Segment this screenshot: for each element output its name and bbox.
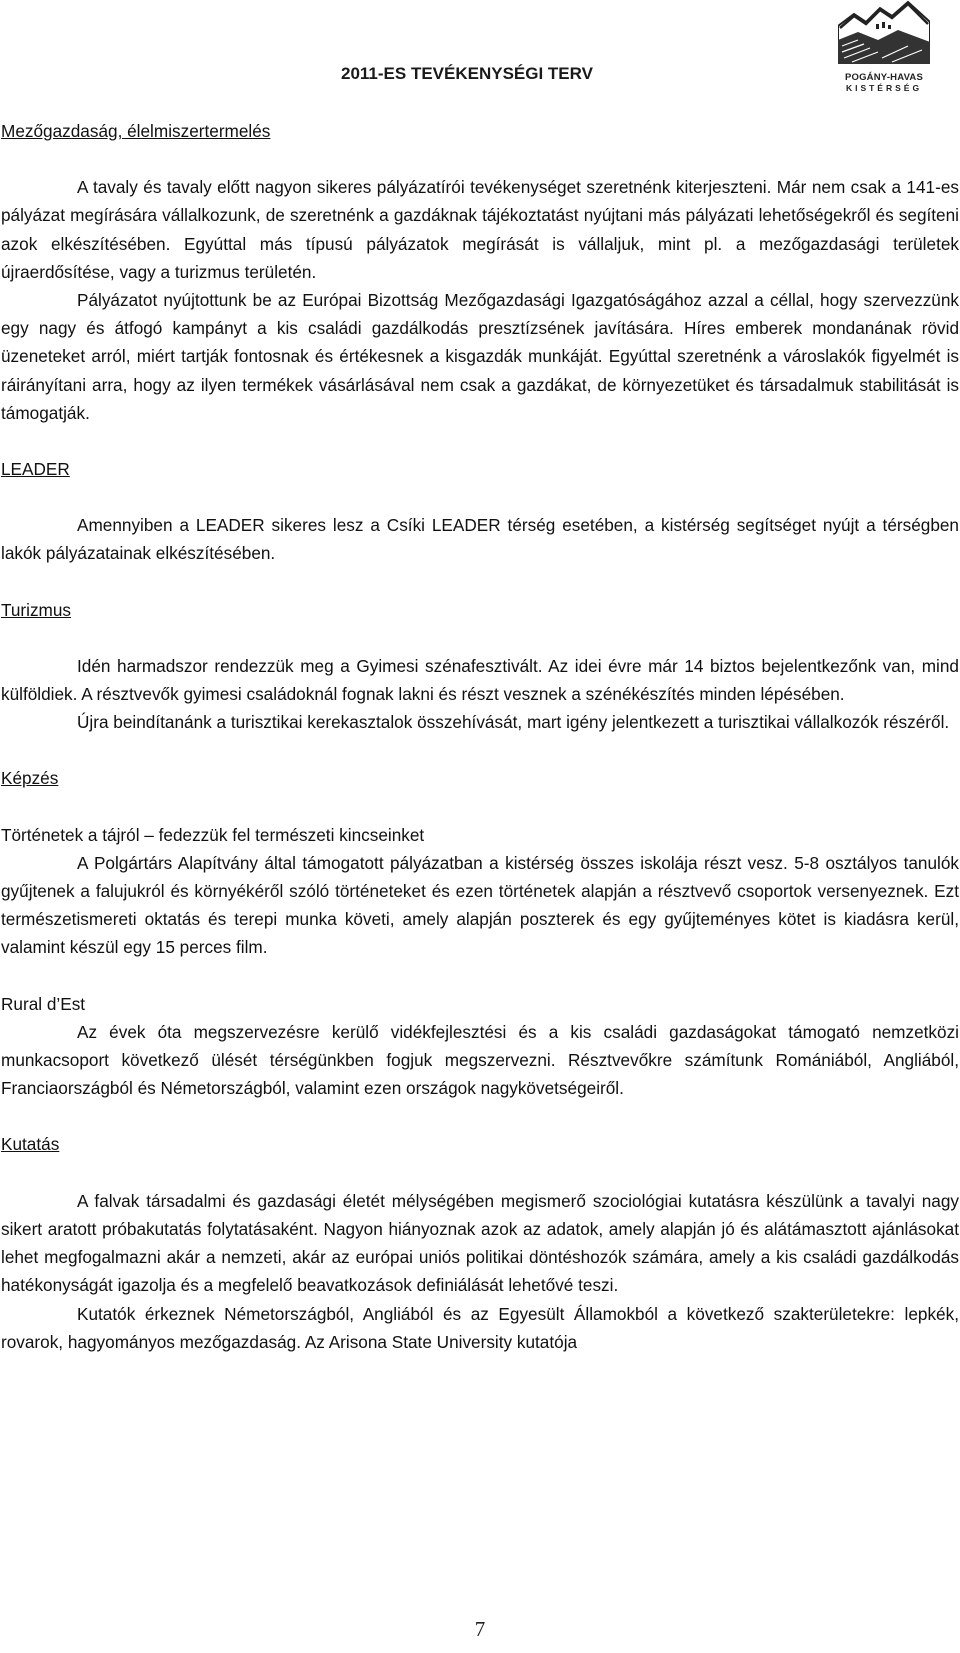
logo-line-1: POGÁNY-HAVAS: [844, 72, 924, 83]
paragraph: Idén harmadszor rendezzük meg a Gyimesi szénafesztivált. Az idei évre már 14 biztos bejelentkezőnk van, mind külföldiek. A résztvevők gyimesi családoknál fognak lakni és részt vesznek a szénékészítés minden lépésében.: [1, 655, 959, 705]
spacer: [1, 624, 959, 652]
page-number: 7: [474, 1617, 486, 1641]
paragraph: A Polgártárs Alapítvány által támogatott pályázatban a kistérség összes iskolája részt vesz. 5-8 osztályos tanulók gyűjtenek a falujukról és környékéről szóló történeteket és ezen történetek alapján a résztvevő csoportok versenyeznek. Ezt természetismereti oktatás és terepi munka követi, amely alapján poszterek és egy gyűjteményes kötet is kiadásra kerül, valamint készül egy 15 perces film.: [1, 852, 959, 958]
document-body: [1, 117, 959, 1356]
spacer: [1, 736, 959, 764]
paragraph: Amennyiben a LEADER sikeres lesz a Csíki LEADER térség esetében, a kistérség segítséget nyújt a térségben lakók pályázatainak elkészítésében.: [1, 515, 959, 564]
spacer: [1, 483, 959, 511]
paragraph: A tavaly és tavaly előtt nagyon sikeres pályázatírói tevékenységet szeretnénk kiterjeszteni. Már nem csak a 141-es pályázat megírására vállalkozunk, de szeretnénk a gazdáknak tájékoztatást nyújtani más pályázati lehetőségekről és segíteni azok elkészítésében. Egyúttal más típusú pályázatok megírását is vállaljuk, mint pl. a mezőgazdasági területek újraerdősítése, vagy a turizmus területén.: [1, 177, 959, 282]
section-heading-tourism: Turizmus: [1, 599, 72, 620]
spacer: [1, 1102, 959, 1130]
spacer: [1, 793, 959, 821]
paragraph: Pályázatot nyújtottunk be az Európai Bizottság Mezőgazdasági Igazgatóságához azzal a céllal, hogy szervezzünk egy nagy és átfogó kampányt a kis családi gazdálkodás presztízsének javítására. Híres emberek mondanának rövid üzeneteket arról, miért tartják fontosnak és értékesnek a kisgazdák munkáját. Egyúttal szeretnénk a városlakók figyelmét is ráirányítani arra, hogy az ilyen termékek vásárlásával nem csak a gazdákat, de környezetüket és társadalmuk stabilitását is támogatják.: [1, 290, 959, 423]
paragraph: A falvak társadalmi és gazdasági életét mélységében megismerő szociológiai kutatásra készülünk a tavalyi nagy sikert aratott próbakutatás folytatásaként. Nagyon hiányoznak azok az adatok, amely alapján jó és alátámasztott ajánlásokat lehet megfogalmazni akár a nemzeti, akár az európai uniós politikai döntéshozók számára, amely a kis családi gazdálkodás hatékonyságát igazolja és a megfelelő beavatkozások definiálását lehetővé teszi.: [1, 1190, 959, 1296]
document-title: 2011-ES TEVÉKENYSÉGI TERV: [341, 64, 593, 83]
paragraph: Az évek óta megszervezésre kerülő vidékfejlesztési és a kis családi gazdaságokat támogató nemzetközi munkacsoport következő ülését térségünkben fogjuk megszervezni. Résztvevőkre számítunk Romániából, Angliából, Franciaországból és Németországból, valamint ezen országok nagykövetségeiről.: [1, 1021, 959, 1099]
section-heading-training: Képzés: [1, 768, 59, 789]
logo-lettering: [838, 72, 930, 94]
spacer: [1, 145, 959, 173]
subsection-title: Történetek a tájról – fedezzük fel természeti kincseinket: [1, 824, 425, 845]
subsection-title: Rural d’Est: [1, 993, 86, 1014]
section-heading-research: Kutatás: [1, 1134, 60, 1155]
logo-line-2: KISTÉRSÉG: [845, 83, 923, 93]
spacer: [1, 1159, 959, 1187]
spacer: [1, 962, 959, 990]
paragraph: Kutatók érkeznek Németországból, Angliából és az Egyesült Államokból a következő szakterületekre: lepkék, rovarok, hagyományos mezőgazdaság. Az Arisona State University kutatója: [1, 1303, 959, 1352]
section-heading-agriculture: Mezőgazdaság, élelmiszertermelés: [1, 121, 271, 141]
spacer: [1, 568, 959, 596]
spacer: [1, 427, 959, 455]
section-heading-leader: LEADER: [1, 459, 70, 480]
paragraph: Újra beindítanánk a turisztikai kerekasztalok összehívását, mart igény jelentkezett a turisztikai vállalkozók részéről.: [77, 712, 950, 733]
